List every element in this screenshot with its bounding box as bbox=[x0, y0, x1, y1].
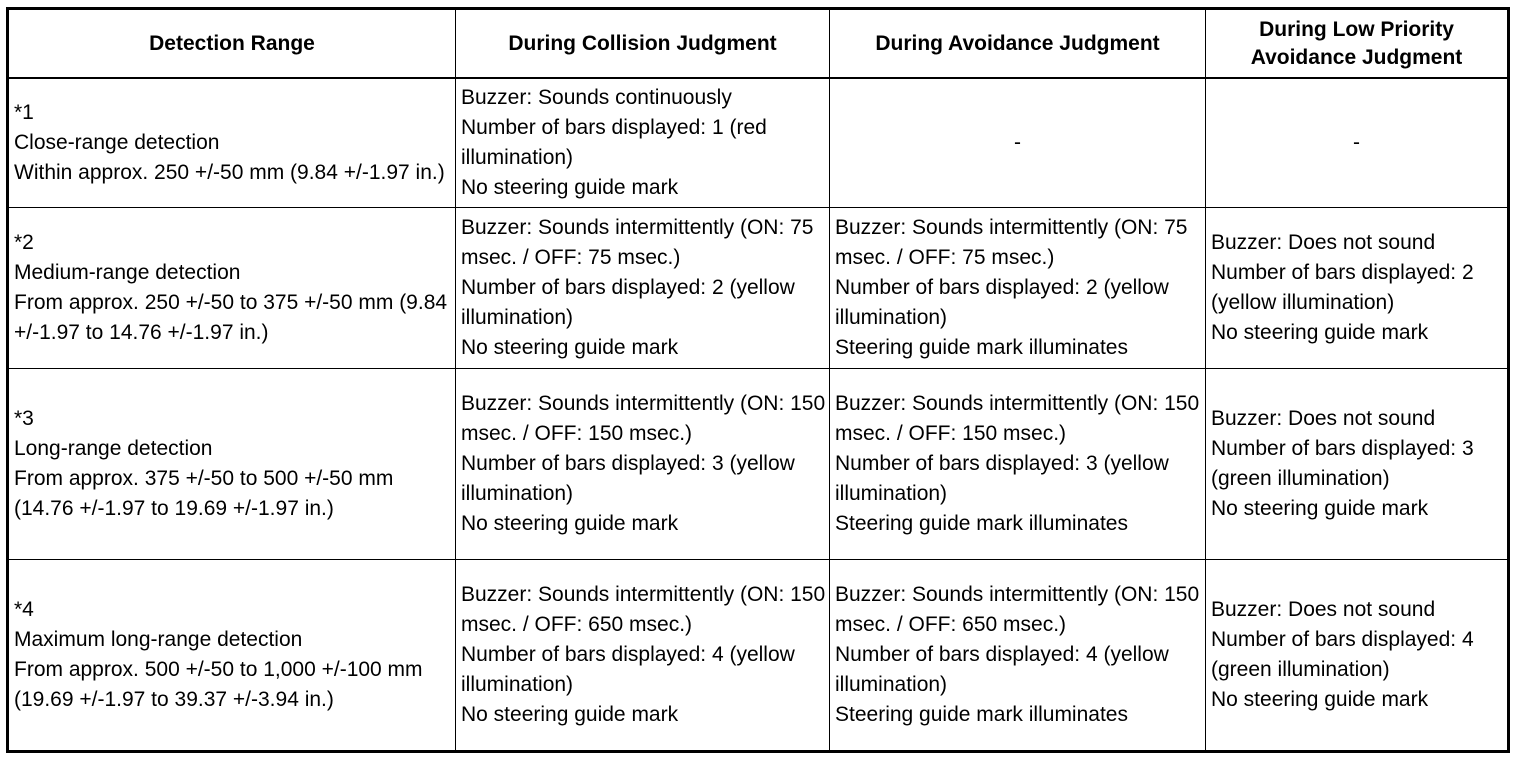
range-distance: Within approx. 250 +/-50 mm (9.84 +/-1.97 in.) bbox=[14, 161, 445, 184]
detection-range-table bbox=[6, 7, 1510, 753]
guide-mark-text: No steering guide mark bbox=[1211, 321, 1429, 344]
bars-text: Number of bars displayed: 3 (green illumination) bbox=[1211, 437, 1474, 490]
range-marker: *3 bbox=[14, 407, 34, 430]
buzzer-text: Buzzer: Sounds intermittently (ON: 150 msec. / OFF: 650 msec.) bbox=[835, 583, 1200, 636]
low-priority-cell: - bbox=[1206, 78, 1509, 208]
bars-text: Number of bars displayed: 3 (yellow illumination) bbox=[835, 452, 1169, 505]
guide-mark-text: Steering guide mark illuminates bbox=[835, 336, 1128, 359]
range-name: Maximum long-range detection bbox=[14, 628, 303, 651]
collision-cell bbox=[456, 208, 830, 369]
range-marker: *1 bbox=[14, 101, 34, 124]
guide-mark-text: No steering guide mark bbox=[1211, 688, 1429, 711]
bars-text: Number of bars displayed: 4 (yellow illumination) bbox=[835, 643, 1169, 696]
header-collision-judgment: During Collision Judgment bbox=[456, 9, 830, 79]
low-priority-cell bbox=[1206, 208, 1509, 369]
range-name: Medium-range detection bbox=[14, 261, 241, 284]
guide-mark-text: No steering guide mark bbox=[461, 336, 679, 359]
header-avoidance-judgment: During Avoidance Judgment bbox=[830, 9, 1206, 79]
range-cell bbox=[8, 208, 456, 369]
header-low-priority-avoidance-judgment: During Low Priority Avoidance Judgment bbox=[1206, 9, 1509, 79]
guide-mark-text: Steering guide mark illuminates bbox=[835, 512, 1128, 535]
bars-text: Number of bars displayed: 2 (yellow illumination) bbox=[461, 276, 795, 329]
bars-text: Number of bars displayed: 4 (yellow illumination) bbox=[461, 643, 795, 696]
low-priority-cell bbox=[1206, 369, 1509, 560]
buzzer-text: Buzzer: Sounds intermittently (ON: 75 msec. / OFF: 75 msec.) bbox=[835, 216, 1188, 269]
buzzer-text: Buzzer: Sounds intermittently (ON: 75 msec. / OFF: 75 msec.) bbox=[461, 216, 814, 269]
table-row bbox=[8, 560, 1509, 752]
low-priority-cell bbox=[1206, 560, 1509, 752]
buzzer-text: Buzzer: Does not sound bbox=[1211, 231, 1436, 254]
guide-mark-text: Steering guide mark illuminates bbox=[835, 703, 1128, 726]
avoidance-cell bbox=[830, 369, 1206, 560]
buzzer-text: Buzzer: Sounds continuously bbox=[461, 86, 732, 109]
avoidance-cell bbox=[830, 208, 1206, 369]
bars-text: Number of bars displayed: 2 (yellow illumination) bbox=[1211, 261, 1474, 314]
table-row bbox=[8, 78, 1509, 208]
collision-cell bbox=[456, 78, 830, 208]
collision-cell bbox=[456, 369, 830, 560]
guide-mark-text: No steering guide mark bbox=[461, 703, 679, 726]
avoidance-cell bbox=[830, 560, 1206, 752]
range-name: Long-range detection bbox=[14, 437, 213, 460]
buzzer-text: Buzzer: Sounds intermittently (ON: 150 msec. / OFF: 150 msec.) bbox=[835, 392, 1200, 445]
range-cell bbox=[8, 78, 456, 208]
bars-text: Number of bars displayed: 1 (red illumination) bbox=[461, 116, 767, 169]
table-row bbox=[8, 369, 1509, 560]
header-row bbox=[8, 9, 1509, 79]
range-marker: *2 bbox=[14, 231, 34, 254]
buzzer-text: Buzzer: Does not sound bbox=[1211, 407, 1436, 430]
range-cell bbox=[8, 369, 456, 560]
table-row bbox=[8, 208, 1509, 369]
guide-mark-text: No steering guide mark bbox=[1211, 497, 1429, 520]
guide-mark-text: No steering guide mark bbox=[461, 512, 679, 535]
buzzer-text: Buzzer: Sounds intermittently (ON: 150 msec. / OFF: 150 msec.) bbox=[461, 392, 826, 445]
range-distance: From approx. 500 +/-50 to 1,000 +/-100 mm (19.69 +/-1.97 to 39.37 +/-3.94 in.) bbox=[14, 658, 423, 711]
guide-mark-text: No steering guide mark bbox=[461, 176, 679, 199]
range-name: Close-range detection bbox=[14, 131, 220, 154]
buzzer-text: Buzzer: Does not sound bbox=[1211, 598, 1436, 621]
range-distance: From approx. 375 +/-50 to 500 +/-50 mm (14.76 +/-1.97 to 19.69 +/-1.97 in.) bbox=[14, 467, 394, 520]
range-marker: *4 bbox=[14, 598, 34, 621]
buzzer-text: Buzzer: Sounds intermittently (ON: 150 msec. / OFF: 650 msec.) bbox=[461, 583, 826, 636]
bars-text: Number of bars displayed: 3 (yellow illumination) bbox=[461, 452, 795, 505]
header-detection-range: Detection Range bbox=[8, 9, 456, 79]
avoidance-cell: - bbox=[830, 78, 1206, 208]
bars-text: Number of bars displayed: 2 (yellow illumination) bbox=[835, 276, 1169, 329]
collision-cell bbox=[456, 560, 830, 752]
bars-text: Number of bars displayed: 4 (green illumination) bbox=[1211, 628, 1474, 681]
range-cell bbox=[8, 560, 456, 752]
range-distance: From approx. 250 +/-50 to 375 +/-50 mm (9.84 +/-1.97 to 14.76 +/-1.97 in.) bbox=[14, 291, 448, 344]
